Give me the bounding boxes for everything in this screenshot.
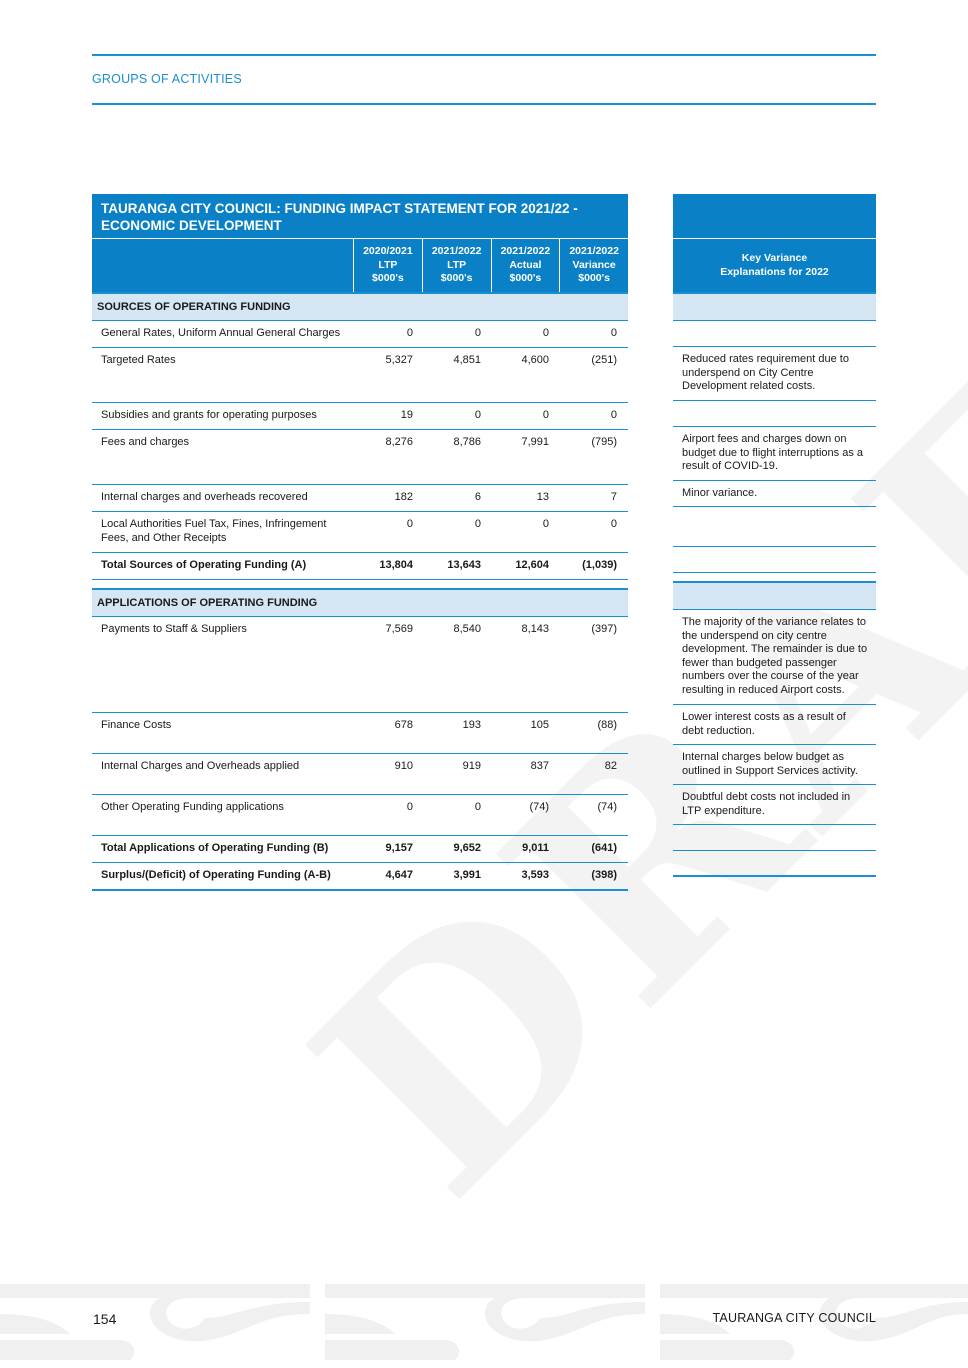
value-cell: 0 bbox=[542, 409, 549, 421]
value-cell: 8,143 bbox=[521, 623, 549, 635]
value-cell: 0 bbox=[542, 518, 549, 530]
variance-explanation bbox=[673, 851, 876, 877]
table-row bbox=[92, 512, 628, 553]
value-cell: 0 bbox=[542, 327, 549, 339]
total-row bbox=[92, 553, 628, 580]
variance-explanation: Airport fees and charges down on budget due to flight interruptions as a result of COVID-19. bbox=[673, 427, 876, 481]
value-cell: 919 bbox=[462, 760, 481, 772]
section-band bbox=[673, 583, 876, 610]
row-label: Internal charges and overheads recovered bbox=[101, 491, 308, 503]
row-label: Local Authorities Fuel Tax, Fines, Infringement Fees, and Other Receipts bbox=[101, 518, 327, 544]
column-header: 2021/2022 Actual $000's bbox=[491, 239, 560, 292]
value-cell: 837 bbox=[530, 760, 549, 772]
value-cell: 7,991 bbox=[521, 436, 549, 448]
value-cell: 13 bbox=[536, 491, 549, 503]
value-cell: 0 bbox=[610, 518, 617, 530]
value-cell: (397) bbox=[591, 623, 617, 635]
value-cell: (251) bbox=[591, 354, 617, 366]
section-header: GROUPS OF ACTIVITIES bbox=[92, 72, 242, 86]
value-cell: 4,851 bbox=[453, 354, 481, 366]
row-label: Targeted Rates bbox=[101, 354, 176, 366]
variance-explanation: Lower interest costs as a result of debt reduction. bbox=[673, 705, 876, 745]
value-cell: 5,327 bbox=[385, 354, 413, 366]
value-cell: 0 bbox=[474, 518, 481, 530]
table-row bbox=[92, 617, 628, 713]
variance-explanation bbox=[673, 547, 876, 573]
variance-explanation: The majority of the variance relates to the underspend on city centre development. The remainder is due to fewer than budgeted passenger numbers over the course of the year resulting in reduced Airport costs. bbox=[673, 610, 876, 705]
section-band bbox=[673, 294, 876, 321]
section-heading: APPLICATIONS OF OPERATING FUNDING bbox=[92, 590, 628, 617]
value-cell: 0 bbox=[474, 327, 481, 339]
key-variance-top bbox=[673, 194, 876, 239]
value-cell: 13,643 bbox=[447, 559, 481, 571]
value-cell: 105 bbox=[530, 719, 549, 731]
value-cell: 82 bbox=[604, 760, 617, 772]
table-row bbox=[92, 485, 628, 512]
row-label: Subsidies and grants for operating purposes bbox=[101, 409, 317, 421]
column-header: 2021/2022 LTP $000's bbox=[422, 239, 491, 292]
row-label: Internal Charges and Overheads applied bbox=[101, 760, 300, 772]
section-gap bbox=[92, 580, 628, 590]
value-cell: 3,593 bbox=[521, 869, 549, 881]
value-cell: 8,276 bbox=[385, 436, 413, 448]
table-row bbox=[92, 754, 628, 795]
header-rule-bottom bbox=[92, 103, 876, 105]
section-gap bbox=[673, 573, 876, 583]
value-cell: 182 bbox=[394, 491, 413, 503]
value-cell: (88) bbox=[597, 719, 617, 731]
value-cell: 7 bbox=[610, 491, 617, 503]
value-cell: 0 bbox=[406, 327, 413, 339]
value-cell: 193 bbox=[462, 719, 481, 731]
variance-explanation: Internal charges below budget as outlined in Support Services activity. bbox=[673, 745, 876, 785]
value-cell: 3,991 bbox=[453, 869, 481, 881]
value-cell: 0 bbox=[406, 518, 413, 530]
table-row bbox=[92, 321, 628, 348]
value-cell: 8,786 bbox=[453, 436, 481, 448]
key-variance-table bbox=[673, 194, 876, 877]
variance-explanation bbox=[673, 825, 876, 851]
variance-explanation: Doubtful debt costs not included in LTP expenditure. bbox=[673, 785, 876, 825]
value-cell: 0 bbox=[406, 801, 413, 813]
funding-impact-table bbox=[92, 194, 628, 891]
table-body bbox=[92, 294, 628, 891]
value-cell: (795) bbox=[591, 436, 617, 448]
value-cell: 13,804 bbox=[379, 559, 413, 571]
column-header-row bbox=[92, 239, 628, 294]
value-cell: 4,647 bbox=[385, 869, 413, 881]
variance-explanation: Minor variance. bbox=[673, 481, 876, 507]
variance-explanation bbox=[673, 321, 876, 347]
row-label: Fees and charges bbox=[101, 436, 190, 448]
table-row bbox=[92, 795, 628, 836]
page-number: 154 bbox=[93, 1311, 117, 1327]
value-cell: (74) bbox=[529, 801, 549, 813]
value-cell: (641) bbox=[591, 842, 617, 854]
value-cell: (74) bbox=[597, 801, 617, 813]
value-cell: 0 bbox=[474, 801, 481, 813]
row-label: Surplus/(Deficit) of Operating Funding (A-B) bbox=[101, 869, 331, 881]
variance-explanation bbox=[673, 401, 876, 427]
table-row bbox=[92, 713, 628, 754]
row-label: Other Operating Funding applications bbox=[101, 801, 284, 813]
value-cell: 910 bbox=[394, 760, 413, 772]
value-cell: 6 bbox=[474, 491, 481, 503]
value-cell: 4,600 bbox=[521, 354, 549, 366]
value-cell: 0 bbox=[610, 327, 617, 339]
header-rule-top bbox=[92, 54, 876, 56]
column-header: 2020/2021 LTP $000's bbox=[353, 239, 422, 292]
key-variance-heading: Key Variance Explanations for 2022 bbox=[673, 239, 876, 294]
value-cell: 9,157 bbox=[385, 842, 413, 854]
value-cell: (1,039) bbox=[582, 559, 617, 571]
variance-explanation bbox=[673, 507, 876, 547]
table-row bbox=[92, 403, 628, 430]
table-title: TAURANGA CITY COUNCIL: FUNDING IMPACT STATEMENT FOR 2021/22 - ECONOMIC DEVELOPMENT bbox=[92, 194, 628, 239]
value-cell: 7,569 bbox=[385, 623, 413, 635]
footer-organisation: TAURANGA CITY COUNCIL bbox=[712, 1311, 876, 1325]
value-cell: 0 bbox=[474, 409, 481, 421]
value-cell: 9,011 bbox=[522, 842, 549, 854]
value-cell: 9,652 bbox=[453, 842, 481, 854]
value-cell: 0 bbox=[610, 409, 617, 421]
row-label: Total Applications of Operating Funding (B) bbox=[101, 842, 329, 854]
table-row bbox=[92, 430, 628, 485]
value-cell: 12,604 bbox=[515, 559, 549, 571]
variance-explanation: Reduced rates requirement due to underspend on City Centre Development related costs. bbox=[673, 347, 876, 401]
row-label: Total Sources of Operating Funding (A) bbox=[101, 559, 307, 571]
row-label: General Rates, Uniform Annual General Charges bbox=[101, 327, 341, 339]
row-label: Payments to Staff & Suppliers bbox=[101, 623, 247, 635]
value-cell: 8,540 bbox=[453, 623, 481, 635]
value-cell: 19 bbox=[400, 409, 413, 421]
table-row bbox=[92, 348, 628, 403]
value-cell: (398) bbox=[591, 869, 617, 881]
row-label: Finance Costs bbox=[101, 719, 172, 731]
key-variance-body bbox=[673, 294, 876, 877]
total-row bbox=[92, 863, 628, 891]
section-heading: SOURCES OF OPERATING FUNDING bbox=[92, 294, 628, 321]
column-header: 2021/2022 Variance $000's bbox=[559, 239, 628, 292]
total-row bbox=[92, 836, 628, 863]
value-cell: 678 bbox=[394, 719, 413, 731]
